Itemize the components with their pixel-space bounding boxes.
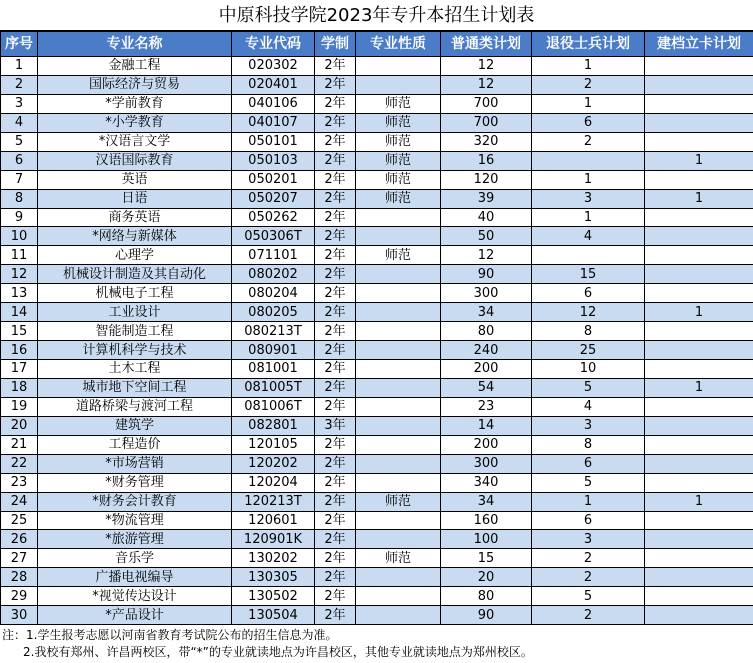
table-row <box>1 132 753 151</box>
duration-cell[interactable]: 2年 <box>315 435 356 454</box>
regular-plan-cell[interactable]: 160 <box>441 511 532 530</box>
major-name-cell[interactable]: 音乐学 <box>38 549 232 568</box>
major-code-cell[interactable]: 080213T <box>232 322 315 341</box>
poverty-plan-cell[interactable] <box>645 435 753 454</box>
veteran-plan-cell[interactable]: 4 <box>532 227 645 246</box>
duration-cell[interactable]: 2年 <box>315 530 356 549</box>
poverty-plan-cell[interactable] <box>645 170 753 189</box>
regular-plan-cell[interactable]: 120 <box>441 170 532 189</box>
major-type-cell[interactable]: 师范 <box>356 132 441 151</box>
duration-cell[interactable]: 2年 <box>315 189 356 208</box>
regular-plan-cell[interactable]: 54 <box>441 378 532 397</box>
major-name-cell[interactable]: *产品设计 <box>38 606 232 625</box>
regular-plan-cell[interactable]: 80 <box>441 322 532 341</box>
duration-cell[interactable]: 2年 <box>315 587 356 606</box>
veteran-plan-cell[interactable]: 1 <box>532 94 645 113</box>
poverty-plan-cell[interactable] <box>645 416 753 435</box>
major-name-cell[interactable]: 计算机科学与技术 <box>38 341 232 360</box>
table-row <box>1 151 753 170</box>
duration-cell[interactable]: 2年 <box>315 265 356 284</box>
poverty-plan-cell[interactable] <box>645 113 753 132</box>
veteran-plan-cell[interactable]: 2 <box>532 132 645 151</box>
seq-cell[interactable]: 9 <box>1 208 38 227</box>
major-type-cell[interactable]: 师范 <box>356 170 441 189</box>
seq-cell[interactable]: 27 <box>1 549 38 568</box>
major-code-cell[interactable]: 081006T <box>232 397 315 416</box>
major-type-cell[interactable] <box>356 303 441 322</box>
major-type-cell[interactable]: 师范 <box>356 94 441 113</box>
regular-plan-cell[interactable]: 80 <box>441 587 532 606</box>
veteran-plan-cell[interactable]: 1 <box>532 208 645 227</box>
table-row <box>1 549 753 568</box>
veteran-plan-cell[interactable]: 12 <box>532 303 645 322</box>
major-code-cell[interactable]: 050306T <box>232 227 315 246</box>
seq-cell[interactable]: 3 <box>1 94 38 113</box>
seq-cell[interactable]: 7 <box>1 170 38 189</box>
table-row <box>1 322 753 341</box>
veteran-plan-cell[interactable]: 3 <box>532 189 645 208</box>
major-type-cell[interactable]: 师范 <box>356 113 441 132</box>
major-name-cell[interactable]: 土木工程 <box>38 360 232 379</box>
major-name-cell[interactable]: 广播电视编导 <box>38 568 232 587</box>
duration-cell[interactable]: 2年 <box>315 208 356 227</box>
poverty-plan-cell[interactable]: 1 <box>645 303 753 322</box>
duration-cell[interactable]: 2年 <box>315 454 356 473</box>
major-name-cell[interactable]: 日语 <box>38 189 232 208</box>
veteran-plan-cell[interactable]: 1 <box>532 492 645 511</box>
veteran-plan-cell[interactable]: 5 <box>532 587 645 606</box>
duration-cell[interactable]: 2年 <box>315 113 356 132</box>
major-code-cell[interactable]: 071101 <box>232 246 315 265</box>
regular-plan-cell[interactable]: 14 <box>441 416 532 435</box>
major-name-cell[interactable]: 机械电子工程 <box>38 284 232 303</box>
poverty-plan-cell[interactable] <box>645 530 753 549</box>
major-name-cell[interactable]: 英语 <box>38 170 232 189</box>
regular-plan-cell[interactable]: 12 <box>441 246 532 265</box>
duration-cell[interactable]: 2年 <box>315 549 356 568</box>
major-name-cell[interactable]: *学前教育 <box>38 94 232 113</box>
seq-cell[interactable]: 19 <box>1 397 38 416</box>
table-row <box>1 227 753 246</box>
regular-plan-cell[interactable]: 700 <box>441 94 532 113</box>
poverty-plan-cell[interactable] <box>645 265 753 284</box>
table-row <box>1 303 753 322</box>
major-type-cell[interactable]: 师范 <box>356 549 441 568</box>
poverty-plan-cell[interactable] <box>645 132 753 151</box>
major-code-cell[interactable]: 130502 <box>232 587 315 606</box>
major-code-cell[interactable]: 120901K <box>232 530 315 549</box>
header-cell[interactable]: 普通类计划 <box>441 32 532 57</box>
veteran-plan-cell[interactable]: 4 <box>532 397 645 416</box>
veteran-plan-cell[interactable]: 2 <box>532 75 645 94</box>
seq-cell[interactable]: 12 <box>1 265 38 284</box>
poverty-plan-cell[interactable] <box>645 397 753 416</box>
duration-cell[interactable]: 2年 <box>315 511 356 530</box>
footnotes <box>0 625 753 661</box>
header-cell[interactable]: 专业名称 <box>38 32 232 57</box>
major-type-cell[interactable] <box>356 322 441 341</box>
regular-plan-cell[interactable]: 200 <box>441 360 532 379</box>
major-name-cell[interactable]: *小学教育 <box>38 113 232 132</box>
regular-plan-cell[interactable]: 90 <box>441 265 532 284</box>
major-code-cell[interactable]: 050262 <box>232 208 315 227</box>
table-row <box>1 246 753 265</box>
major-type-cell[interactable] <box>356 511 441 530</box>
seq-cell[interactable]: 21 <box>1 435 38 454</box>
seq-cell[interactable]: 23 <box>1 473 38 492</box>
veteran-plan-cell[interactable]: 1 <box>532 170 645 189</box>
seq-cell[interactable]: 16 <box>1 341 38 360</box>
regular-plan-cell[interactable]: 700 <box>441 113 532 132</box>
seq-cell[interactable]: 4 <box>1 113 38 132</box>
duration-cell[interactable]: 2年 <box>315 246 356 265</box>
major-type-cell[interactable] <box>356 587 441 606</box>
regular-plan-cell[interactable]: 34 <box>441 303 532 322</box>
major-code-cell[interactable]: 050201 <box>232 170 315 189</box>
poverty-plan-cell[interactable] <box>645 511 753 530</box>
regular-plan-cell[interactable]: 34 <box>441 492 532 511</box>
seq-cell[interactable]: 25 <box>1 511 38 530</box>
regular-plan-cell[interactable]: 12 <box>441 75 532 94</box>
poverty-plan-cell[interactable] <box>645 341 753 360</box>
major-type-cell[interactable] <box>356 568 441 587</box>
veteran-plan-cell[interactable]: 6 <box>532 454 645 473</box>
major-name-cell[interactable]: *物流管理 <box>38 511 232 530</box>
table-row <box>1 492 753 511</box>
seq-cell[interactable]: 17 <box>1 360 38 379</box>
table-row <box>1 606 753 625</box>
major-code-cell[interactable]: 130202 <box>232 549 315 568</box>
major-code-cell[interactable]: 050103 <box>232 151 315 170</box>
header-cell[interactable]: 建档立卡计划 <box>645 32 753 57</box>
poverty-plan-cell[interactable] <box>645 246 753 265</box>
poverty-plan-cell[interactable] <box>645 322 753 341</box>
veteran-plan-cell[interactable]: 3 <box>532 530 645 549</box>
regular-plan-cell[interactable]: 20 <box>441 568 532 587</box>
major-code-cell[interactable]: 080204 <box>232 284 315 303</box>
duration-cell[interactable]: 2年 <box>315 397 356 416</box>
table-row <box>1 397 753 416</box>
seq-cell[interactable]: 22 <box>1 454 38 473</box>
table-body <box>1 57 753 625</box>
major-code-cell[interactable]: 082801 <box>232 416 315 435</box>
veteran-plan-cell[interactable]: 3 <box>532 416 645 435</box>
table-row <box>1 454 753 473</box>
enrollment-plan-table <box>0 31 753 625</box>
major-code-cell[interactable]: 080205 <box>232 303 315 322</box>
seq-cell[interactable]: 14 <box>1 303 38 322</box>
seq-cell[interactable]: 1 <box>1 57 38 76</box>
regular-plan-cell[interactable]: 39 <box>441 189 532 208</box>
major-code-cell[interactable]: 020302 <box>232 57 315 76</box>
major-name-cell[interactable]: 建筑学 <box>38 416 232 435</box>
poverty-plan-cell[interactable] <box>645 94 753 113</box>
veteran-plan-cell[interactable]: 6 <box>532 284 645 303</box>
seq-cell[interactable]: 29 <box>1 587 38 606</box>
seq-cell[interactable]: 24 <box>1 492 38 511</box>
major-code-cell[interactable]: 120202 <box>232 454 315 473</box>
major-type-cell[interactable] <box>356 454 441 473</box>
header-cell[interactable]: 退役士兵计划 <box>532 32 645 57</box>
duration-cell[interactable]: 2年 <box>315 360 356 379</box>
seq-cell[interactable]: 30 <box>1 606 38 625</box>
table-row <box>1 265 753 284</box>
major-type-cell[interactable] <box>356 435 441 454</box>
major-code-cell[interactable]: 130504 <box>232 606 315 625</box>
poverty-plan-cell[interactable] <box>645 57 753 76</box>
poverty-plan-cell[interactable] <box>645 568 753 587</box>
major-type-cell[interactable] <box>356 341 441 360</box>
major-type-cell[interactable] <box>356 265 441 284</box>
major-code-cell[interactable]: 130305 <box>232 568 315 587</box>
major-code-cell[interactable]: 081005T <box>232 378 315 397</box>
veteran-plan-cell[interactable]: 8 <box>532 322 645 341</box>
major-type-cell[interactable] <box>356 360 441 379</box>
veteran-plan-cell[interactable] <box>532 246 645 265</box>
regular-plan-cell[interactable]: 240 <box>441 341 532 360</box>
seq-cell[interactable]: 5 <box>1 132 38 151</box>
seq-cell[interactable]: 6 <box>1 151 38 170</box>
poverty-plan-cell[interactable] <box>645 360 753 379</box>
veteran-plan-cell[interactable]: 8 <box>532 435 645 454</box>
major-code-cell[interactable]: 120204 <box>232 473 315 492</box>
major-type-cell[interactable] <box>356 57 441 76</box>
header-cell[interactable]: 序号 <box>1 32 38 57</box>
major-name-cell[interactable]: 心理学 <box>38 246 232 265</box>
major-name-cell[interactable]: *旅游管理 <box>38 530 232 549</box>
major-name-cell[interactable]: *市场营销 <box>38 454 232 473</box>
duration-cell[interactable]: 2年 <box>315 94 356 113</box>
regular-plan-cell[interactable]: 50 <box>441 227 532 246</box>
duration-cell[interactable]: 2年 <box>315 568 356 587</box>
regular-plan-cell[interactable]: 100 <box>441 530 532 549</box>
major-type-cell[interactable]: 师范 <box>356 492 441 511</box>
major-name-cell[interactable]: 国际经济与贸易 <box>38 75 232 94</box>
table-row <box>1 473 753 492</box>
seq-cell[interactable]: 20 <box>1 416 38 435</box>
veteran-plan-cell[interactable]: 2 <box>532 549 645 568</box>
veteran-plan-cell[interactable]: 15 <box>532 265 645 284</box>
major-type-cell[interactable] <box>356 284 441 303</box>
header-cell[interactable]: 学制 <box>315 32 356 57</box>
footnote-1: 注：1.学生报考志愿以河南省教育考试院公布的招生信息为准。 <box>2 628 338 643</box>
poverty-plan-cell[interactable] <box>645 75 753 94</box>
regular-plan-cell[interactable]: 300 <box>441 454 532 473</box>
major-code-cell[interactable]: 120601 <box>232 511 315 530</box>
major-type-cell[interactable] <box>356 473 441 492</box>
table-row <box>1 208 753 227</box>
seq-cell[interactable]: 28 <box>1 568 38 587</box>
regular-plan-cell[interactable]: 90 <box>441 606 532 625</box>
poverty-plan-cell[interactable] <box>645 473 753 492</box>
duration-cell[interactable]: 2年 <box>315 284 356 303</box>
veteran-plan-cell[interactable]: 2 <box>532 606 645 625</box>
major-code-cell[interactable]: 040106 <box>232 94 315 113</box>
table-row <box>1 113 753 132</box>
major-code-cell[interactable]: 020401 <box>232 75 315 94</box>
duration-cell[interactable]: 2年 <box>315 322 356 341</box>
major-name-cell[interactable]: 智能制造工程 <box>38 322 232 341</box>
veteran-plan-cell[interactable]: 10 <box>532 360 645 379</box>
poverty-plan-cell[interactable]: 1 <box>645 151 753 170</box>
major-type-cell[interactable]: 师范 <box>356 246 441 265</box>
poverty-plan-cell[interactable] <box>645 587 753 606</box>
header-cell[interactable]: 专业性质 <box>356 32 441 57</box>
duration-cell[interactable]: 2年 <box>315 57 356 76</box>
duration-cell[interactable]: 2年 <box>315 606 356 625</box>
seq-cell[interactable]: 2 <box>1 75 38 94</box>
major-type-cell[interactable] <box>356 606 441 625</box>
table-row <box>1 568 753 587</box>
seq-cell[interactable]: 11 <box>1 246 38 265</box>
regular-plan-cell[interactable]: 16 <box>441 151 532 170</box>
regular-plan-cell[interactable]: 40 <box>441 208 532 227</box>
poverty-plan-cell[interactable] <box>645 208 753 227</box>
major-type-cell[interactable] <box>356 416 441 435</box>
duration-cell[interactable]: 3年 <box>315 416 356 435</box>
duration-cell[interactable]: 2年 <box>315 473 356 492</box>
regular-plan-cell[interactable]: 340 <box>441 473 532 492</box>
table-row <box>1 341 753 360</box>
major-type-cell[interactable] <box>356 227 441 246</box>
poverty-plan-cell[interactable]: 1 <box>645 189 753 208</box>
veteran-plan-cell[interactable] <box>532 151 645 170</box>
veteran-plan-cell[interactable]: 6 <box>532 511 645 530</box>
regular-plan-cell[interactable]: 23 <box>441 397 532 416</box>
major-code-cell[interactable]: 040107 <box>232 113 315 132</box>
duration-cell[interactable]: 2年 <box>315 303 356 322</box>
table-row <box>1 435 753 454</box>
poverty-plan-cell[interactable] <box>645 227 753 246</box>
table-row <box>1 530 753 549</box>
table-row <box>1 378 753 397</box>
major-name-cell[interactable]: 汉语国际教育 <box>38 151 232 170</box>
table-row <box>1 511 753 530</box>
table-row <box>1 587 753 606</box>
major-name-cell[interactable]: 机械设计制造及其自动化 <box>38 265 232 284</box>
poverty-plan-cell[interactable] <box>645 284 753 303</box>
major-name-cell[interactable]: *网络与新媒体 <box>38 227 232 246</box>
seq-cell[interactable]: 18 <box>1 378 38 397</box>
seq-cell[interactable]: 13 <box>1 284 38 303</box>
major-type-cell[interactable] <box>356 530 441 549</box>
duration-cell[interactable]: 2年 <box>315 492 356 511</box>
duration-cell[interactable]: 2年 <box>315 151 356 170</box>
veteran-plan-cell[interactable]: 5 <box>532 473 645 492</box>
header-row <box>1 32 753 57</box>
seq-cell[interactable]: 26 <box>1 530 38 549</box>
major-type-cell[interactable]: 师范 <box>356 151 441 170</box>
veteran-plan-cell[interactable]: 25 <box>532 341 645 360</box>
major-code-cell[interactable]: 080202 <box>232 265 315 284</box>
major-name-cell[interactable]: 工程造价 <box>38 435 232 454</box>
table-row <box>1 75 753 94</box>
major-code-cell[interactable]: 080901 <box>232 341 315 360</box>
major-name-cell[interactable]: *财务管理 <box>38 473 232 492</box>
regular-plan-cell[interactable]: 320 <box>441 132 532 151</box>
veteran-plan-cell[interactable]: 2 <box>532 568 645 587</box>
duration-cell[interactable]: 2年 <box>315 170 356 189</box>
table-row <box>1 284 753 303</box>
major-name-cell[interactable]: 金融工程 <box>38 57 232 76</box>
seq-cell[interactable]: 10 <box>1 227 38 246</box>
table-row <box>1 170 753 189</box>
major-code-cell[interactable]: 081001 <box>232 360 315 379</box>
major-type-cell[interactable]: 师范 <box>356 189 441 208</box>
major-code-cell[interactable]: 050101 <box>232 132 315 151</box>
major-code-cell[interactable]: 050207 <box>232 189 315 208</box>
table-row <box>1 94 753 113</box>
seq-cell[interactable]: 15 <box>1 322 38 341</box>
major-type-cell[interactable] <box>356 397 441 416</box>
major-code-cell[interactable]: 120105 <box>232 435 315 454</box>
table-title: 中原科技学院2023年专升本招生计划表 <box>0 0 753 31</box>
poverty-plan-cell[interactable] <box>645 606 753 625</box>
major-name-cell[interactable]: 城市地下空间工程 <box>38 378 232 397</box>
duration-cell[interactable]: 2年 <box>315 378 356 397</box>
major-name-cell[interactable]: *汉语言文学 <box>38 132 232 151</box>
veteran-plan-cell[interactable]: 1 <box>532 57 645 76</box>
major-code-cell[interactable]: 120213T <box>232 492 315 511</box>
veteran-plan-cell[interactable]: 5 <box>532 378 645 397</box>
regular-plan-cell[interactable]: 15 <box>441 549 532 568</box>
major-type-cell[interactable] <box>356 378 441 397</box>
major-name-cell[interactable]: 工业设计 <box>38 303 232 322</box>
poverty-plan-cell[interactable]: 1 <box>645 378 753 397</box>
header-cell[interactable]: 专业代码 <box>232 32 315 57</box>
duration-cell[interactable]: 2年 <box>315 132 356 151</box>
table-row <box>1 360 753 379</box>
major-name-cell[interactable]: *财务会计教育 <box>38 492 232 511</box>
poverty-plan-cell[interactable]: 1 <box>645 492 753 511</box>
regular-plan-cell[interactable]: 12 <box>441 57 532 76</box>
table-row <box>1 57 753 76</box>
duration-cell[interactable]: 2年 <box>315 227 356 246</box>
table-row <box>1 189 753 208</box>
major-type-cell[interactable] <box>356 75 441 94</box>
seq-cell[interactable]: 8 <box>1 189 38 208</box>
regular-plan-cell[interactable]: 300 <box>441 284 532 303</box>
table-row <box>1 416 753 435</box>
duration-cell[interactable]: 2年 <box>315 75 356 94</box>
footnote-2: 2.我校有郑州、许昌两校区，带“*”的专业就读地点为许昌校区，其他专业就读地点为郑州校区。 <box>23 645 533 660</box>
regular-plan-cell[interactable]: 200 <box>441 435 532 454</box>
major-name-cell[interactable]: *视觉传达设计 <box>38 587 232 606</box>
major-name-cell[interactable]: 商务英语 <box>38 208 232 227</box>
poverty-plan-cell[interactable] <box>645 549 753 568</box>
poverty-plan-cell[interactable] <box>645 454 753 473</box>
major-name-cell[interactable]: 道路桥梁与渡河工程 <box>38 397 232 416</box>
duration-cell[interactable]: 2年 <box>315 341 356 360</box>
major-type-cell[interactable] <box>356 208 441 227</box>
veteran-plan-cell[interactable]: 6 <box>532 113 645 132</box>
